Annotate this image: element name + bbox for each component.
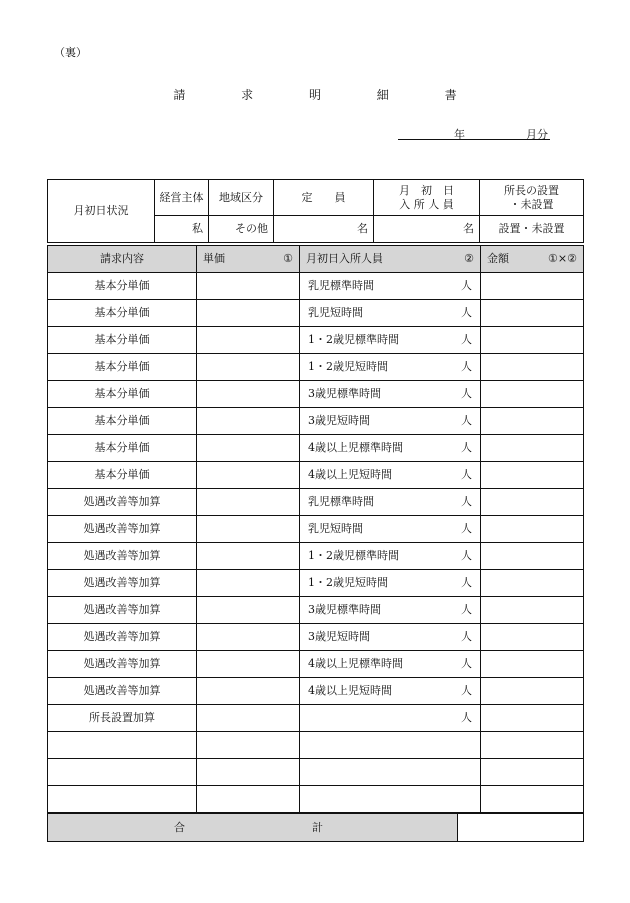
unit-price-field[interactable] — [197, 489, 300, 516]
row-content-field[interactable] — [48, 732, 197, 759]
capacity-field[interactable]: 名 — [274, 216, 374, 243]
person-unit: 人 — [461, 576, 472, 590]
table-row — [48, 327, 584, 354]
director-label-line2: ・未設置 — [509, 197, 554, 211]
row-content: 処遇改善等加算 — [48, 678, 197, 705]
enrolled-count-field[interactable] — [300, 462, 481, 489]
amount-field[interactable] — [481, 489, 584, 516]
blank-row — [48, 732, 584, 759]
header-amount-label: 金額 — [487, 252, 509, 266]
enrolled-label-line1: 月 初 日 — [399, 183, 454, 197]
table-row — [48, 516, 584, 543]
unit-price-field[interactable] — [197, 597, 300, 624]
header-amount — [481, 246, 584, 273]
unit-price-field[interactable] — [197, 516, 300, 543]
blank-row — [48, 759, 584, 786]
enrolled-count-field[interactable] — [300, 543, 481, 570]
unit-price-field[interactable] — [197, 705, 300, 732]
total-table — [47, 813, 584, 842]
table-row — [48, 462, 584, 489]
person-unit: 人 — [461, 414, 472, 428]
enrolled-count-field[interactable] — [300, 300, 481, 327]
row-category: 3歳児短時間 — [308, 630, 370, 644]
amount-field[interactable] — [481, 381, 584, 408]
row-category: 1・2歳児短時間 — [308, 360, 388, 374]
total-label-right: 計 — [312, 820, 323, 834]
row-content-field[interactable] — [48, 759, 197, 786]
total-amount-field[interactable] — [458, 814, 584, 842]
person-unit: 人 — [461, 603, 472, 617]
enrolled-count-field[interactable] — [300, 759, 481, 786]
person-unit: 人 — [461, 684, 472, 698]
director-value[interactable]: 設置・未設置 — [480, 216, 584, 243]
row-category: 4歳以上児短時間 — [308, 684, 392, 698]
row-category: 乳児標準時間 — [308, 495, 374, 509]
row-content: 基本分単価 — [48, 327, 197, 354]
unit-price-field[interactable] — [197, 570, 300, 597]
person-unit: 人 — [461, 657, 472, 671]
amount-field[interactable] — [481, 408, 584, 435]
table-row — [48, 624, 584, 651]
enrolled-count-field[interactable] — [300, 786, 481, 813]
person-unit: 人 — [461, 279, 472, 293]
person-unit: 人 — [461, 387, 472, 401]
amount-field[interactable] — [481, 705, 584, 732]
row-category: 乳児短時間 — [308, 522, 363, 536]
table-row — [48, 354, 584, 381]
enrolled-count-field[interactable] — [300, 705, 481, 732]
header-content: 請求内容 — [48, 246, 197, 273]
amount-field[interactable] — [481, 597, 584, 624]
enrolled-count-field[interactable] — [300, 516, 481, 543]
header-unit-price-label: 単価 — [203, 252, 225, 266]
row-category: 4歳以上児標準時間 — [308, 657, 403, 671]
amount-field[interactable] — [481, 462, 584, 489]
amount-field[interactable] — [481, 435, 584, 462]
enrolled-count-field[interactable] — [300, 381, 481, 408]
row-category: 3歳児標準時間 — [308, 603, 381, 617]
header-enrolled-mark: ② — [464, 252, 474, 266]
unit-price-field[interactable] — [197, 732, 300, 759]
header-unit-price-mark: ① — [283, 252, 293, 266]
amount-field[interactable] — [481, 543, 584, 570]
enrolled-count-field[interactable] — [300, 624, 481, 651]
person-unit: 人 — [461, 306, 472, 320]
operator-label: 経営主体 — [155, 180, 209, 216]
table-row — [48, 678, 584, 705]
row-content: 基本分単価 — [48, 408, 197, 435]
director-label-line1: 所長の設置 — [504, 183, 559, 197]
year-label: 年 — [454, 128, 465, 141]
unit-price-field[interactable] — [197, 651, 300, 678]
table-row — [48, 543, 584, 570]
facility-status-table — [47, 179, 584, 243]
amount-field[interactable] — [481, 327, 584, 354]
row-content: 基本分単価 — [48, 435, 197, 462]
header-enrolled — [300, 246, 481, 273]
header-amount-mark: ①×② — [548, 252, 577, 266]
row-category: 3歳児短時間 — [308, 414, 370, 428]
enrolled-count-field[interactable] — [300, 732, 481, 759]
row-content: 処遇改善等加算 — [48, 597, 197, 624]
row-content: 処遇改善等加算 — [48, 651, 197, 678]
billing-period[interactable] — [398, 126, 550, 140]
document-title: 請 求 明 細 書 — [173, 88, 483, 102]
person-unit: 人 — [461, 630, 472, 644]
unit-price-field[interactable] — [197, 435, 300, 462]
row-category: 1・2歳児標準時間 — [308, 333, 399, 347]
unit-price-field[interactable] — [197, 624, 300, 651]
enrolled-count-field[interactable] — [300, 597, 481, 624]
unit-price-field[interactable] — [197, 462, 300, 489]
table-row — [48, 381, 584, 408]
person-unit: 人 — [461, 360, 472, 374]
amount-field[interactable] — [481, 273, 584, 300]
table-row — [48, 651, 584, 678]
person-unit: 人 — [461, 495, 472, 509]
row-content: 基本分単価 — [48, 462, 197, 489]
row-content: 所長設置加算 — [48, 705, 197, 732]
row-category: 3歳児標準時間 — [308, 387, 381, 401]
unit-price-field[interactable] — [197, 786, 300, 813]
row-content: 処遇改善等加算 — [48, 516, 197, 543]
enrolled-count-field[interactable] — [300, 651, 481, 678]
amount-field[interactable] — [481, 732, 584, 759]
capacity-label: 定 員 — [274, 180, 374, 216]
enrolled-count-field[interactable] — [300, 327, 481, 354]
billing-detail-table — [47, 245, 584, 813]
person-unit: 人 — [461, 441, 472, 455]
status-label: 月初日状況 — [48, 180, 155, 243]
table-row — [48, 570, 584, 597]
unit-price-field[interactable] — [197, 759, 300, 786]
table-row — [48, 489, 584, 516]
amount-field[interactable] — [481, 759, 584, 786]
enrolled-label — [374, 180, 480, 216]
row-content: 処遇改善等加算 — [48, 624, 197, 651]
table-row — [48, 300, 584, 327]
amount-field[interactable] — [481, 786, 584, 813]
row-content: 処遇改善等加算 — [48, 570, 197, 597]
operator-value[interactable]: 私 — [155, 216, 209, 243]
region-value[interactable]: その他 — [209, 216, 274, 243]
unit-price-field[interactable] — [197, 543, 300, 570]
person-unit: 人 — [461, 333, 472, 347]
enrolled-count-field[interactable] — [300, 273, 481, 300]
amount-field[interactable] — [481, 624, 584, 651]
unit-price-field[interactable] — [197, 381, 300, 408]
row-content: 処遇改善等加算 — [48, 489, 197, 516]
enrolled-count-field[interactable] — [300, 354, 481, 381]
enrolled-count-field[interactable] — [300, 678, 481, 705]
row-content: 処遇改善等加算 — [48, 543, 197, 570]
total-label-left: 合 — [174, 820, 185, 834]
amount-field[interactable] — [481, 300, 584, 327]
amount-field[interactable] — [481, 678, 584, 705]
row-content: 基本分単価 — [48, 300, 197, 327]
row-category: 1・2歳児短時間 — [308, 576, 388, 590]
enrolled-count-field[interactable] — [300, 489, 481, 516]
row-category: 乳児標準時間 — [308, 279, 374, 293]
row-content: 基本分単価 — [48, 381, 197, 408]
amount-field[interactable] — [481, 354, 584, 381]
person-unit: 人 — [461, 522, 472, 536]
header-unit-price — [197, 246, 300, 273]
amount-field[interactable] — [481, 516, 584, 543]
row-content-field[interactable] — [48, 786, 197, 813]
person-unit: 人 — [461, 468, 472, 482]
table-row — [48, 435, 584, 462]
unit-price-field[interactable] — [197, 300, 300, 327]
enrolled-count-field[interactable] — [300, 435, 481, 462]
person-unit: 人 — [461, 711, 472, 725]
enrolled-field[interactable]: 名 — [374, 216, 480, 243]
enrolled-count-field[interactable] — [300, 570, 481, 597]
person-unit: 人 — [461, 549, 472, 563]
row-category: 乳児短時間 — [308, 306, 363, 320]
unit-price-field[interactable] — [197, 408, 300, 435]
region-label: 地域区分 — [209, 180, 274, 216]
month-label: 月分 — [526, 128, 548, 141]
unit-price-field[interactable] — [197, 678, 300, 705]
row-category: 4歳以上児短時間 — [308, 468, 392, 482]
table-row — [48, 597, 584, 624]
amount-field[interactable] — [481, 570, 584, 597]
side-label: （裏） — [54, 46, 87, 59]
row-category: 4歳以上児標準時間 — [308, 441, 403, 455]
director-label — [480, 180, 584, 216]
amount-field[interactable] — [481, 651, 584, 678]
row-category: 1・2歳児標準時間 — [308, 549, 399, 563]
blank-row — [48, 786, 584, 813]
unit-price-field[interactable] — [197, 273, 300, 300]
total-label — [48, 814, 458, 842]
header-enrolled-label: 月初日入所人員 — [306, 252, 383, 266]
table-row — [48, 273, 584, 300]
row-content: 基本分単価 — [48, 354, 197, 381]
table-row — [48, 705, 584, 732]
row-content: 基本分単価 — [48, 273, 197, 300]
unit-price-field[interactable] — [197, 327, 300, 354]
unit-price-field[interactable] — [197, 354, 300, 381]
table-row — [48, 408, 584, 435]
enrolled-count-field[interactable] — [300, 408, 481, 435]
enrolled-label-line2: 入 所 人 員 — [399, 197, 454, 211]
